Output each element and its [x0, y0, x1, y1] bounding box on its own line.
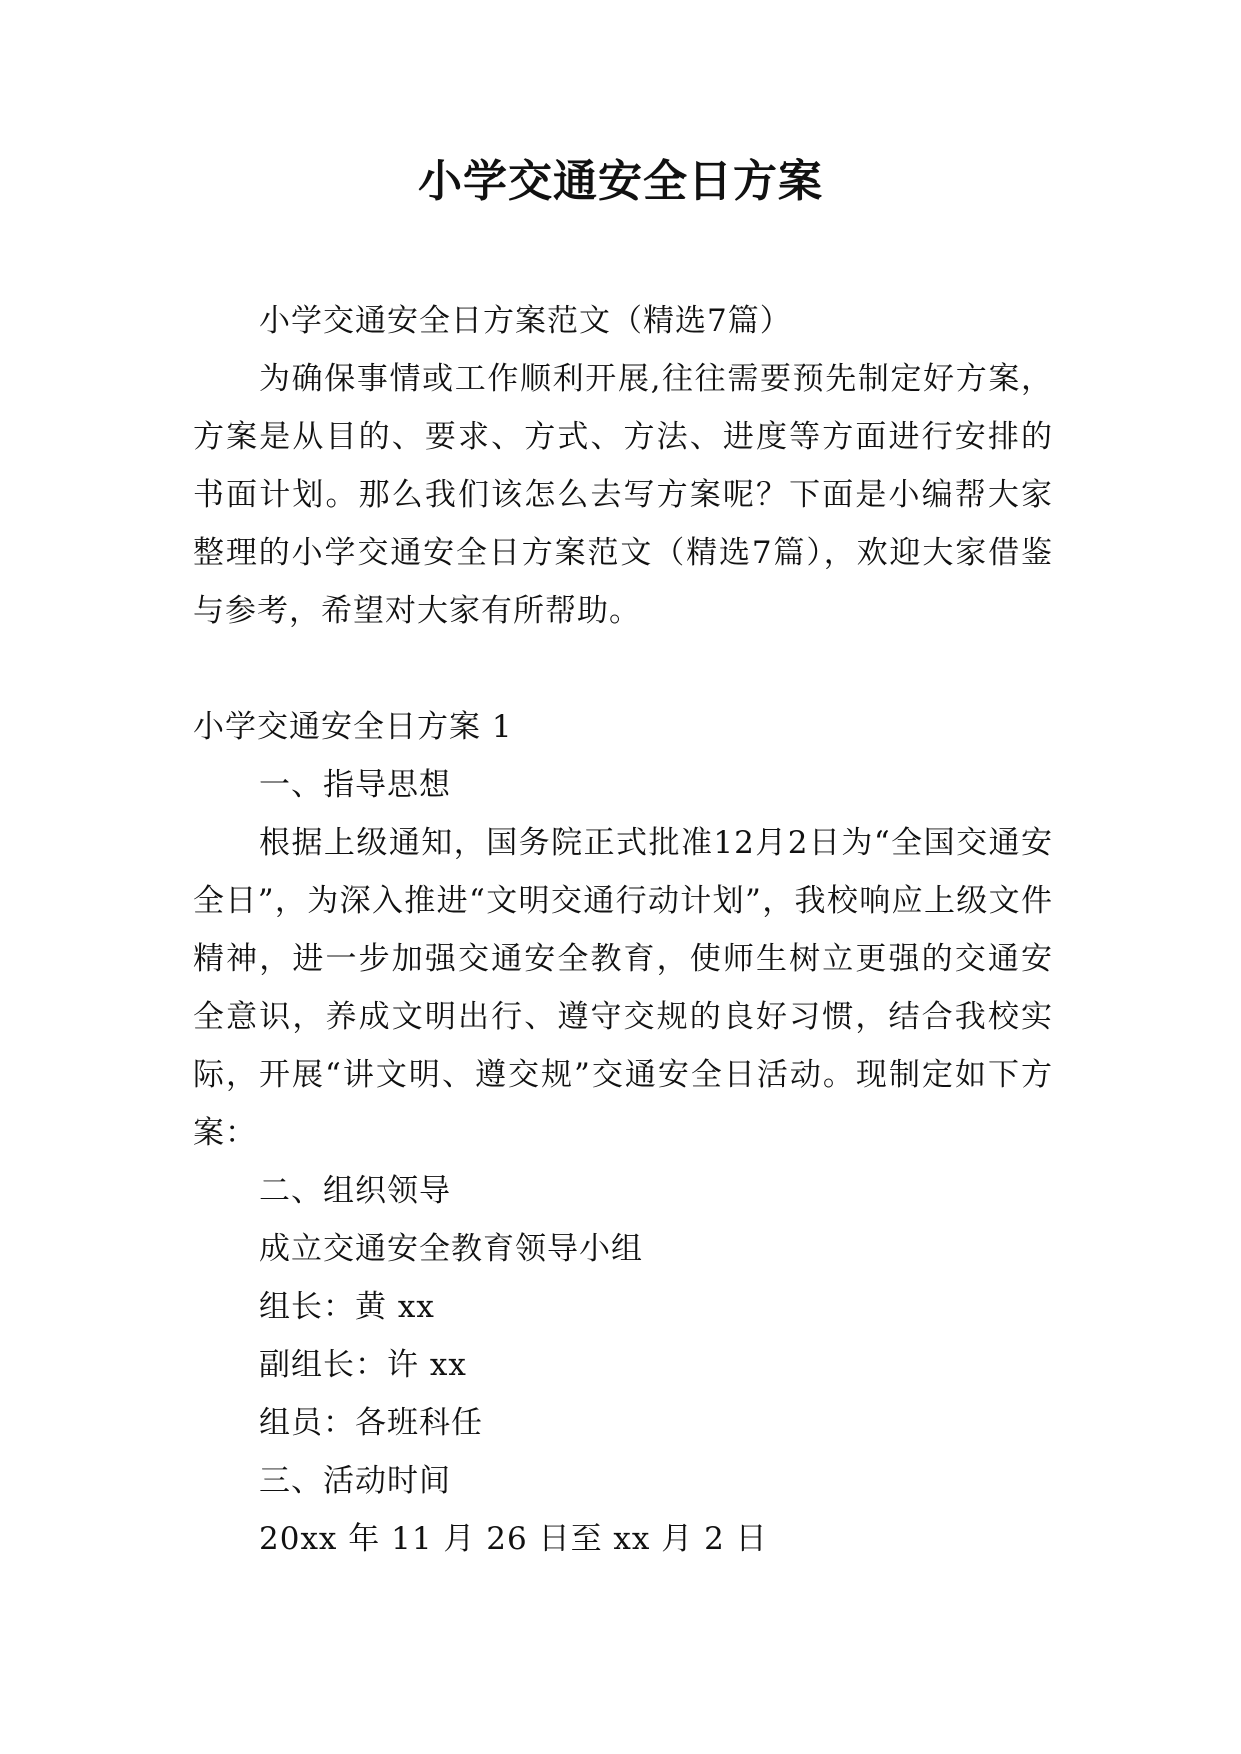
- heading-guiding-ideology: 一、指导思想: [259, 767, 451, 803]
- group-leader-line: 组长：黄 xx: [259, 1289, 435, 1325]
- deputy-leader-line: 副组长：许 xx: [259, 1347, 467, 1383]
- paragraph-spacer: [193, 640, 1053, 698]
- subtitle-paragraph: 小学交通安全日方案范文（精选7篇）: [259, 303, 792, 339]
- intro-paragraph: 为确保事情或工作顺利开展,往往需要预先制定好方案，方案是从目的、要求、方式、方法、进度等方面进行安排的书面计划。那么我们该怎么去写方案呢？下面是小编帮大家整理的小学交通安全日方案范文（精选7篇），欢迎大家借鉴与参考，希望对大家有所帮助。: [193, 361, 1053, 629]
- heading-organization: 二、组织领导: [259, 1173, 451, 1209]
- leadership-group-line: 成立交通安全教育领导小组: [259, 1231, 643, 1267]
- document-body: [193, 292, 1053, 1568]
- group-members-line: 组员：各班科任: [259, 1405, 483, 1441]
- activity-time-line: 20xx 年 11 月 26 日至 xx 月 2 日: [259, 1521, 768, 1557]
- document-title: 小学交通安全日方案: [418, 156, 823, 207]
- heading-activity-time: 三、活动时间: [259, 1463, 451, 1499]
- guiding-ideology-paragraph: 根据上级通知，国务院正式批准12月2日为“全国交通安全日”，为深入推进“文明交通行动计划”，我校响应上级文件精神，进一步加强交通安全教育，使师生树立更强的交通安全意识，养成文明出行、遵守交规的良好习惯，结合我校实际，开展“讲文明、遵交规”交通安全日活动。现制定如下方案：: [193, 825, 1053, 1151]
- section-heading: 小学交通安全日方案 1: [193, 709, 513, 745]
